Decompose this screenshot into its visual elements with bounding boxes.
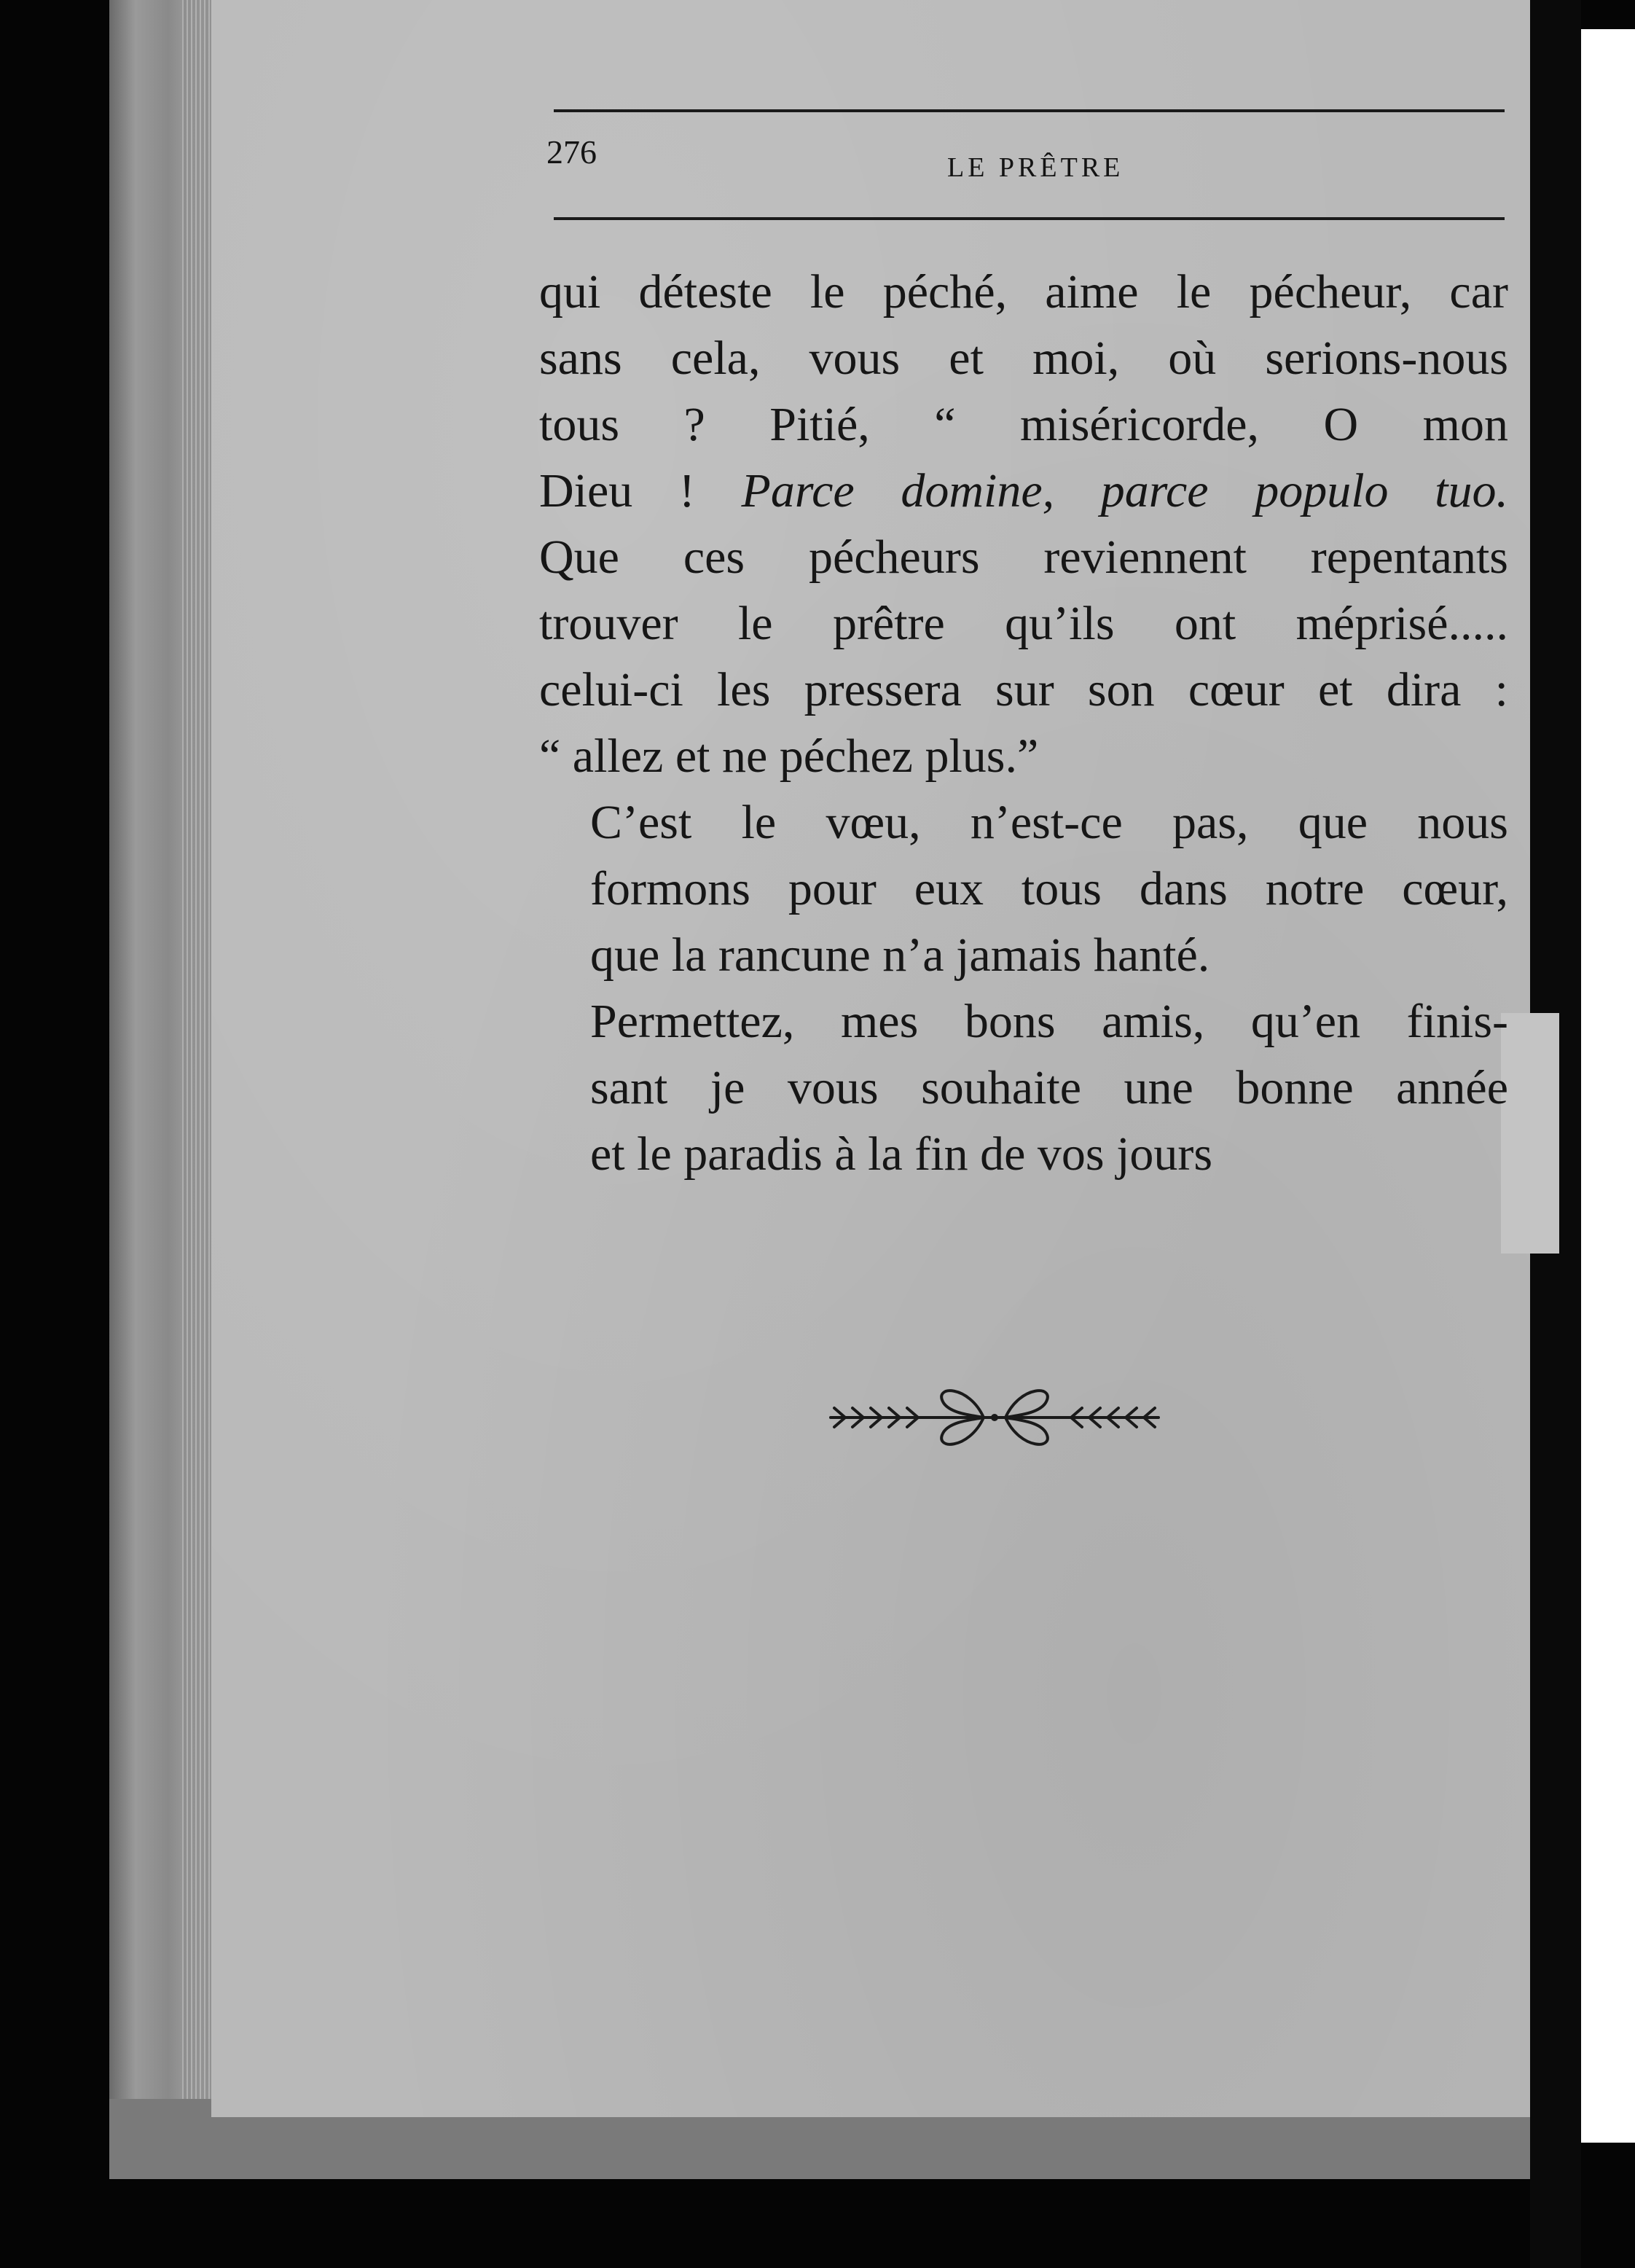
- text-line: que la rancune n’a jamais hanté.: [590, 928, 1210, 982]
- text-roman: Dieu !: [539, 464, 742, 517]
- text-line: Permettez, mes bons amis, qu’en finis-: [590, 995, 1508, 1048]
- text-line: tous ? Pitié, “ miséricorde, O mon: [539, 398, 1508, 451]
- page-number: 276: [546, 133, 597, 171]
- body-text: [539, 259, 1508, 1187]
- text-line: celui-ci les pressera sur son cœur et dira :: [539, 663, 1508, 716]
- text-line: formons pour eux tous dans notre cœur,: [590, 862, 1508, 915]
- text-line: “ allez et ne péchez plus.”: [539, 730, 1039, 783]
- text-line: trouver le prêtre qu’ils ont méprisé.....: [539, 597, 1508, 650]
- header-rule-top: [554, 109, 1505, 112]
- paragraph-2: [539, 789, 1508, 988]
- text-line-mixed: [539, 458, 1508, 524]
- scan-margin: [1581, 29, 1635, 2143]
- text-italic-latin: Parce domine, parce populo tuo.: [741, 464, 1508, 517]
- running-title: LE PRÊTRE: [947, 152, 1124, 183]
- text-line: sant je vous souhaite une bonne année: [590, 1061, 1508, 1114]
- header-rule-bottom: [554, 217, 1505, 220]
- page-flap: [1501, 1013, 1559, 1254]
- paragraph-1: [539, 259, 1508, 789]
- text-line: sans cela, vous et moi, où serions-nous: [539, 332, 1508, 385]
- text-line: et le paradis à la fin de vos jours: [590, 1127, 1213, 1181]
- text-line: Que ces pécheurs reviennent repentants: [539, 531, 1508, 584]
- text-line: qui déteste le péché, aime le pécheur, car: [539, 265, 1508, 318]
- paragraph-3: [539, 988, 1508, 1187]
- text-line: C’est le vœu, n’est-ce pas, que nous: [590, 796, 1508, 849]
- fleuron-ornament-icon: [823, 1370, 1166, 1465]
